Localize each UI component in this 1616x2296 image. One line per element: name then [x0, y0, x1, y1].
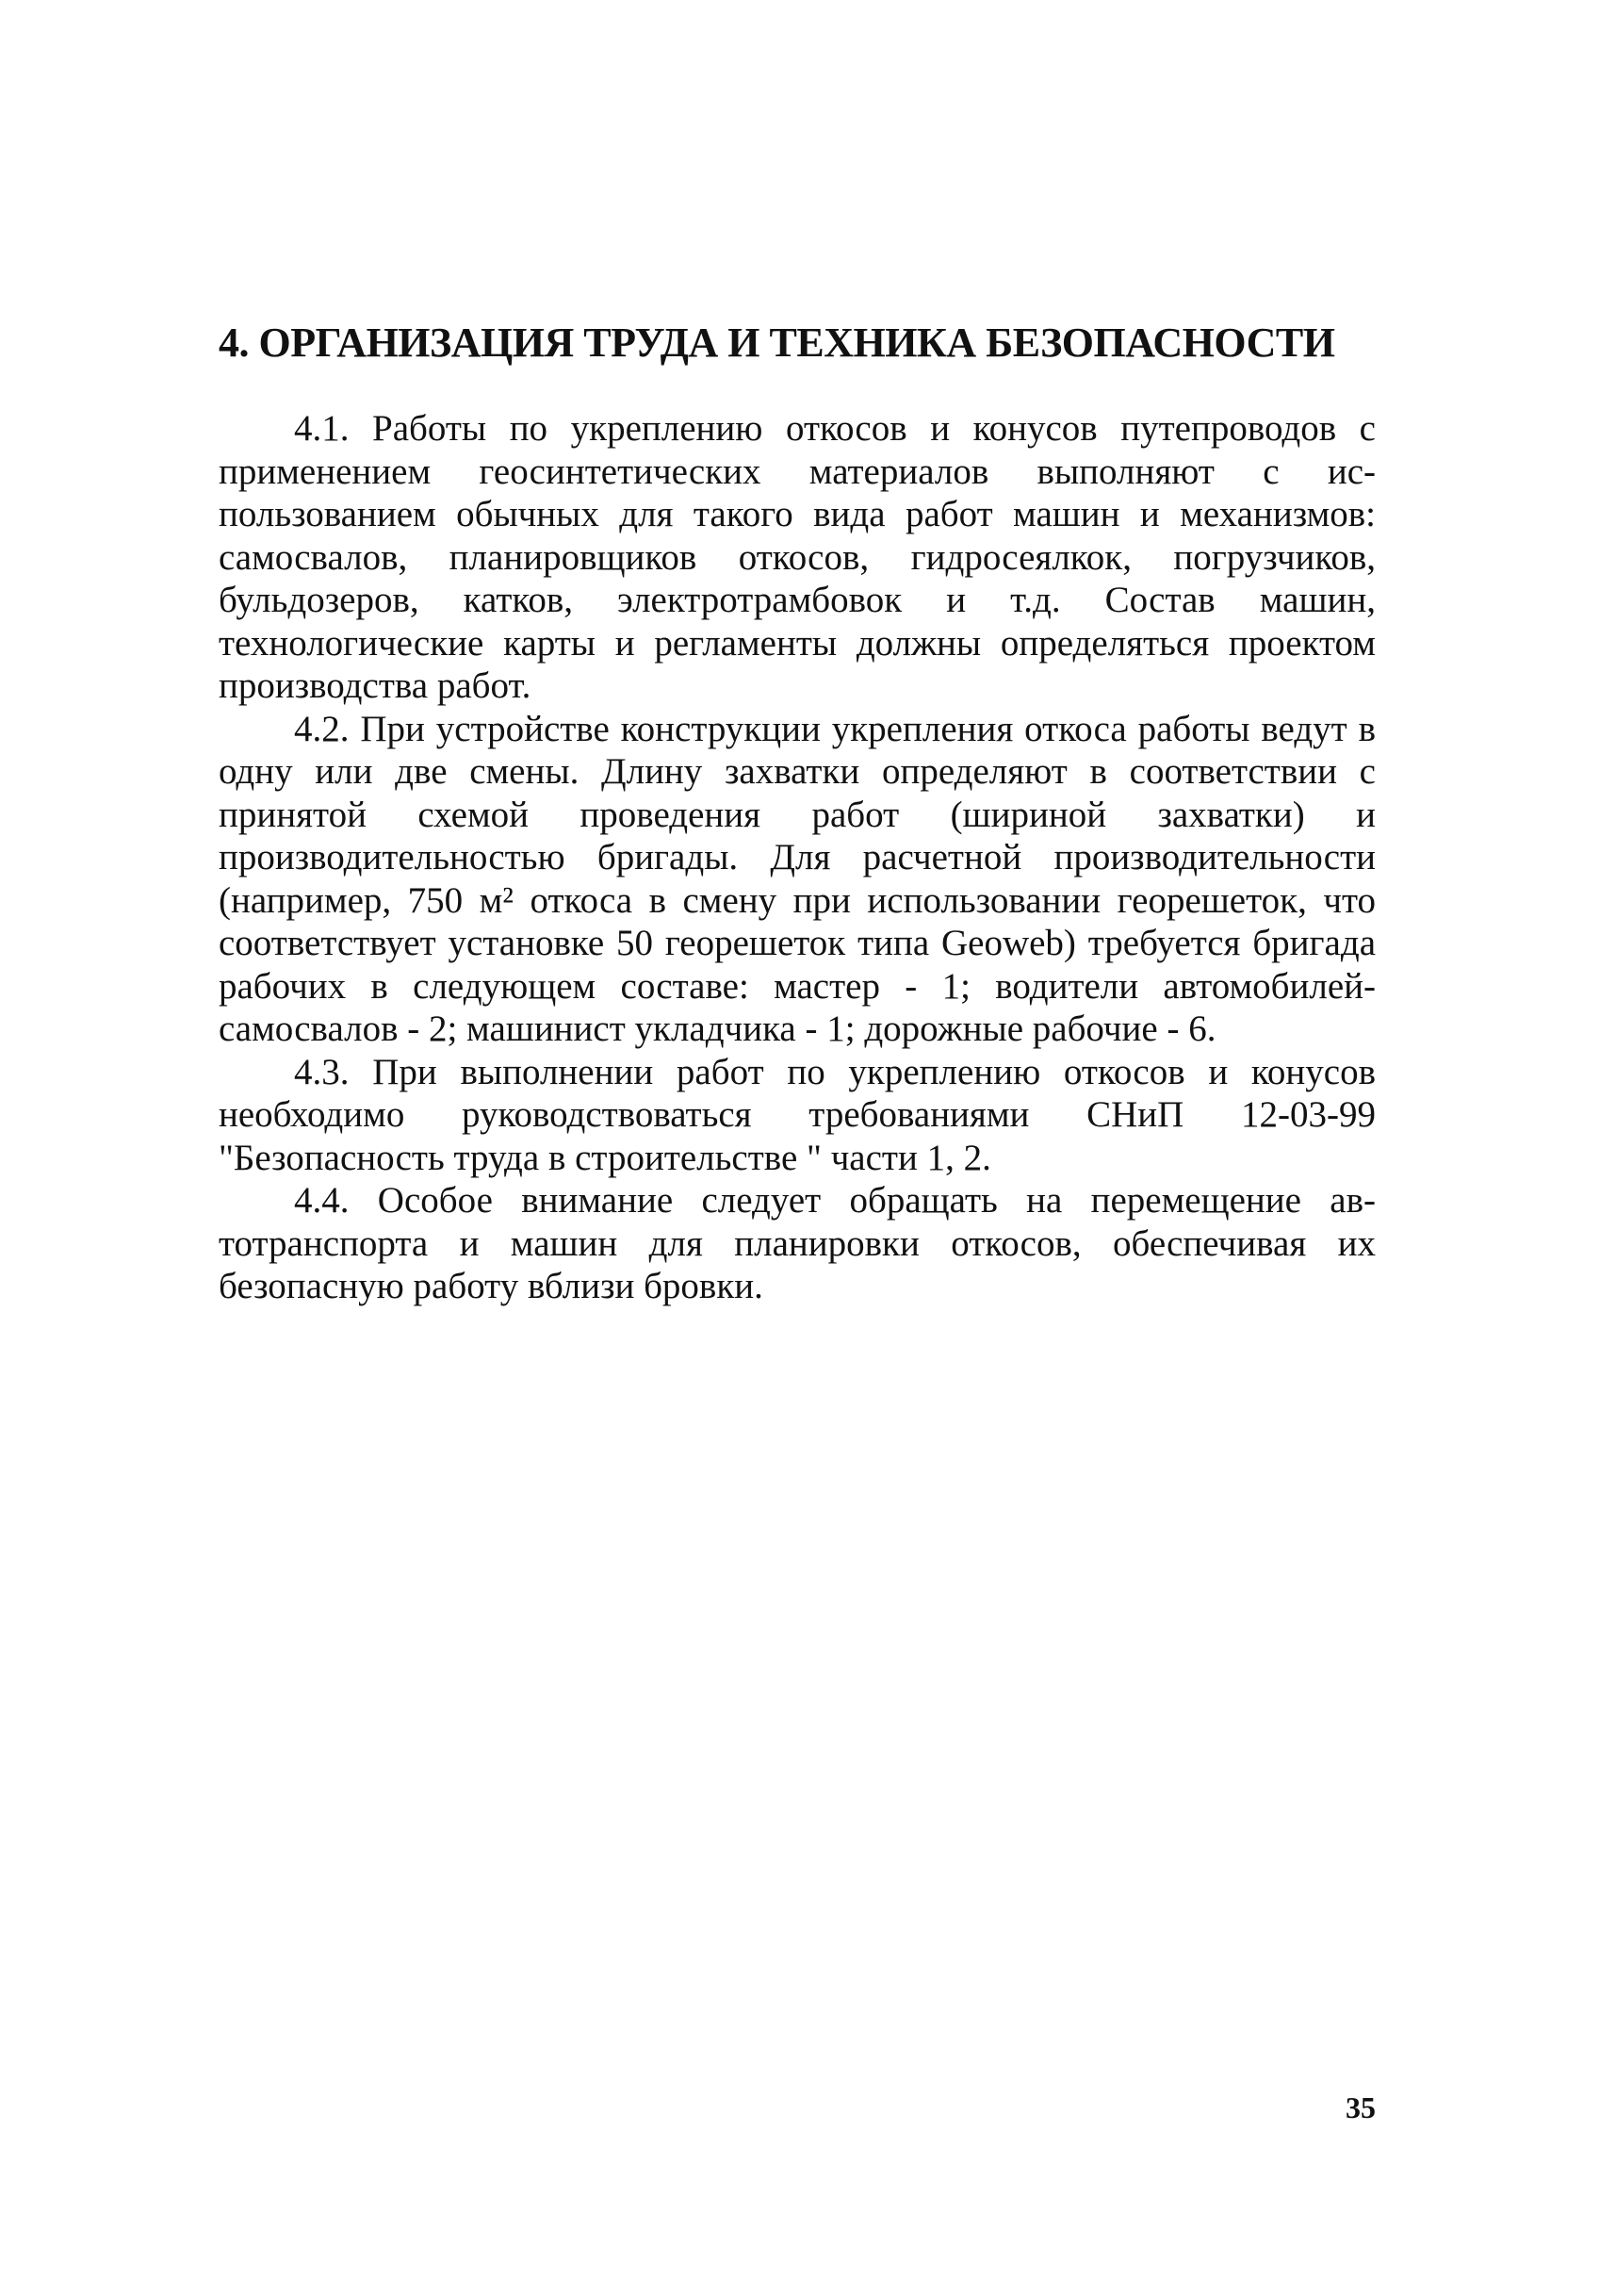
section-heading: 4. ОРГАНИЗАЦИЯ ТРУДА И ТЕХНИКА БЕЗОПАСНОСТИ — [219, 320, 1335, 366]
paragraph-4-4: 4.4. Особое внимание следует обращать на перемещение автотранспорта и машин для планировки откосов, обеспечивая их безопасную работу вблизи бровки. — [219, 1180, 1376, 1306]
paragraph-4-1: 4.1. Работы по укреплению откосов и конусов путепроводов с применением геосинтетических материалов выполняют с использованием обычных для такого вида работ машин и механизмов: самосвалов, планировщиков откосов, гидросеялкок, погрузчиков, бульдозеров, катков, электротрамбовок и т.д. Состав машин, технологические карты и регламенты должны определяться проектом производства работ. — [219, 408, 1376, 706]
section-body — [219, 407, 1376, 1308]
page-number: 35 — [1346, 2091, 1376, 2124]
paragraph-4-2: 4.2. При устройстве конструкции укрепления откоса работы ведут в одну или две смены. Длину захватки определяют в соответствии с принятой схемой проведения работ (шириной захватки) и производительностью бригады. Для расчетной производительности (например, 750 м² откоса в смену при использовании георешеток, что соответствует установке 50 георешеток типа Geoweb) требуется бригада рабочих в следующем составе: мастер - 1; водители автомобилей-самосвалов - 2; машинист укладчика - 1; дорожные рабочие - 6. — [219, 708, 1376, 1049]
paragraph-4-3: 4.3. При выполнении работ по укреплению откосов и конусов необходимо руководствоваться требованиями СНиП 12-03-99 "Безопасность труда в строительстве " части 1, 2. — [219, 1051, 1376, 1178]
